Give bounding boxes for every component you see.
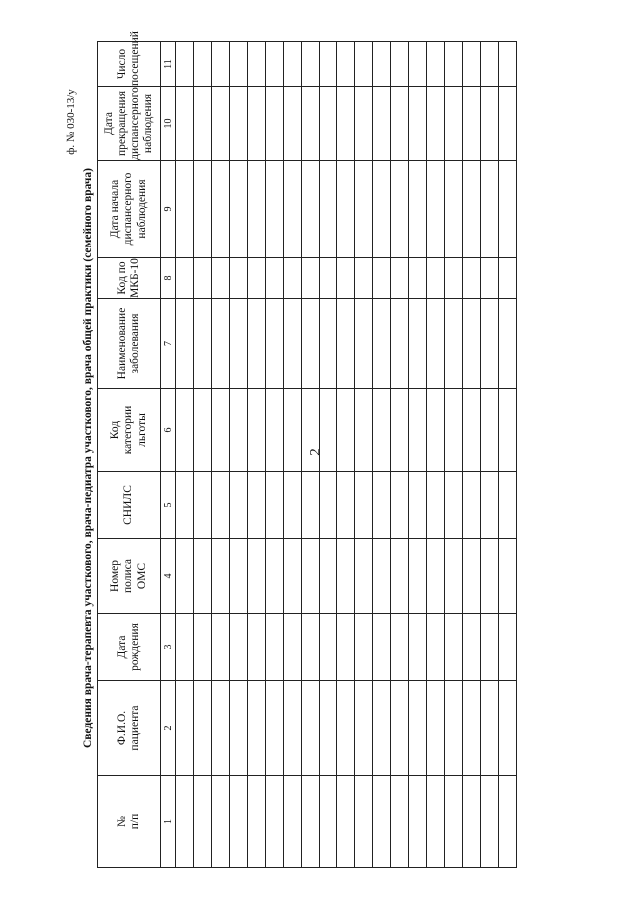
- table-row: [445, 42, 463, 868]
- table-cell[interactable]: [301, 776, 319, 868]
- table-cell[interactable]: [409, 258, 427, 299]
- table-row: [265, 42, 283, 868]
- table-row: [409, 42, 427, 868]
- table-cell[interactable]: [193, 258, 211, 299]
- table-cell[interactable]: [247, 614, 265, 681]
- table-cell[interactable]: [211, 539, 229, 614]
- table-cell[interactable]: [373, 258, 391, 299]
- table-cell[interactable]: [445, 681, 463, 776]
- column-number: 1: [161, 776, 176, 868]
- table-cell[interactable]: [427, 614, 445, 681]
- table-cell[interactable]: [463, 614, 481, 681]
- column-number: 8: [161, 258, 176, 299]
- table-cell[interactable]: [193, 472, 211, 539]
- header-cell-start-date: Дата начала диспансерного наблюдения: [98, 161, 161, 258]
- table-cell[interactable]: [498, 299, 516, 389]
- table-cell[interactable]: [265, 258, 283, 299]
- table-cell[interactable]: [498, 258, 516, 299]
- table-cell[interactable]: [193, 42, 211, 87]
- form-reference: ф. № 030-13/у: [65, 89, 77, 155]
- table-cell[interactable]: [445, 87, 463, 161]
- table-cell[interactable]: [463, 472, 481, 539]
- table-cell[interactable]: [337, 161, 355, 258]
- table-cell[interactable]: [301, 472, 319, 539]
- table-cell[interactable]: [498, 472, 516, 539]
- table-cell[interactable]: [373, 299, 391, 389]
- table-cell[interactable]: [283, 776, 301, 868]
- table-cell[interactable]: [409, 161, 427, 258]
- table-cell[interactable]: [445, 42, 463, 87]
- table-cell[interactable]: [319, 472, 337, 539]
- table-cell[interactable]: [319, 87, 337, 161]
- table-cell[interactable]: [265, 539, 283, 614]
- table-cell[interactable]: [480, 299, 498, 389]
- table-cell[interactable]: [445, 614, 463, 681]
- header-cell-birthdate: Дата рождения: [98, 614, 161, 681]
- table-cell[interactable]: [463, 258, 481, 299]
- table-cell[interactable]: [463, 161, 481, 258]
- header-row: [98, 42, 161, 868]
- table-cell[interactable]: [409, 681, 427, 776]
- table-cell[interactable]: [355, 389, 373, 472]
- table-cell[interactable]: [176, 389, 194, 472]
- table-cell[interactable]: [301, 258, 319, 299]
- table-cell[interactable]: [391, 258, 409, 299]
- table-cell[interactable]: [229, 614, 247, 681]
- table-cell[interactable]: [301, 42, 319, 87]
- table-cell[interactable]: [409, 299, 427, 389]
- table-cell[interactable]: [463, 681, 481, 776]
- table-cell[interactable]: [355, 539, 373, 614]
- table-cell[interactable]: [229, 389, 247, 472]
- table-cell[interactable]: [247, 776, 265, 868]
- table-cell[interactable]: [427, 539, 445, 614]
- table-cell[interactable]: [176, 776, 194, 868]
- table-cell[interactable]: [445, 161, 463, 258]
- table-cell[interactable]: [498, 389, 516, 472]
- header-cell-icd10: Код по МКБ-10: [98, 258, 161, 299]
- table-cell[interactable]: [247, 389, 265, 472]
- table-cell[interactable]: [480, 614, 498, 681]
- table-row: [498, 42, 516, 868]
- column-number: 5: [161, 472, 176, 539]
- table-cell[interactable]: [373, 87, 391, 161]
- table-cell[interactable]: [498, 161, 516, 258]
- table-cell[interactable]: [229, 258, 247, 299]
- column-number: 9: [161, 161, 176, 258]
- table-cell[interactable]: [337, 539, 355, 614]
- table-cell[interactable]: [409, 776, 427, 868]
- table-cell[interactable]: [319, 539, 337, 614]
- column-number: 7: [161, 299, 176, 389]
- column-number: 4: [161, 539, 176, 614]
- table-cell[interactable]: [391, 614, 409, 681]
- table-cell[interactable]: [480, 42, 498, 87]
- table-cell[interactable]: [283, 161, 301, 258]
- table-cell[interactable]: [319, 42, 337, 87]
- table-cell[interactable]: [355, 161, 373, 258]
- table-row: [301, 42, 319, 868]
- table-cell[interactable]: [319, 299, 337, 389]
- table-cell[interactable]: [247, 299, 265, 389]
- table-row: [229, 42, 247, 868]
- table-cell[interactable]: [463, 87, 481, 161]
- table-cell[interactable]: [480, 472, 498, 539]
- table-cell[interactable]: [193, 161, 211, 258]
- table-cell[interactable]: [445, 472, 463, 539]
- table-cell[interactable]: [427, 776, 445, 868]
- table-cell[interactable]: [247, 161, 265, 258]
- page-number: 2: [307, 448, 324, 456]
- table-cell[interactable]: [391, 161, 409, 258]
- table-row: [193, 42, 211, 868]
- table-rotated: [97, 31, 517, 868]
- table-cell[interactable]: [176, 539, 194, 614]
- table-cell[interactable]: [391, 539, 409, 614]
- column-number: 10: [161, 87, 176, 161]
- table-cell[interactable]: [211, 614, 229, 681]
- table-cell[interactable]: [176, 161, 194, 258]
- table-cell[interactable]: [176, 472, 194, 539]
- table-row: [427, 42, 445, 868]
- table-cell[interactable]: [373, 161, 391, 258]
- table-cell[interactable]: [373, 776, 391, 868]
- header-cell-n: № п/п: [98, 776, 161, 868]
- table-cell[interactable]: [391, 42, 409, 87]
- table-row: [283, 42, 301, 868]
- table-cell[interactable]: [337, 299, 355, 389]
- table-cell[interactable]: [301, 681, 319, 776]
- table-cell[interactable]: [229, 87, 247, 161]
- table-cell[interactable]: [229, 42, 247, 87]
- table-cell[interactable]: [229, 539, 247, 614]
- table-cell[interactable]: [319, 776, 337, 868]
- table-cell[interactable]: [301, 539, 319, 614]
- table-cell[interactable]: [337, 42, 355, 87]
- table-cell[interactable]: [301, 389, 319, 472]
- table-cell[interactable]: [211, 161, 229, 258]
- table-cell[interactable]: [247, 539, 265, 614]
- table-cell[interactable]: [427, 42, 445, 87]
- header-cell-visits: Число посещений: [98, 42, 161, 87]
- table-cell[interactable]: [283, 299, 301, 389]
- table-cell[interactable]: [373, 42, 391, 87]
- table-cell[interactable]: [427, 681, 445, 776]
- table-cell[interactable]: [337, 614, 355, 681]
- table-cell[interactable]: [337, 389, 355, 472]
- column-number-row: [161, 42, 176, 868]
- table-cell[interactable]: [265, 87, 283, 161]
- table-cell[interactable]: [427, 87, 445, 161]
- table-cell[interactable]: [265, 42, 283, 87]
- table-cell[interactable]: [211, 389, 229, 472]
- table-row: [176, 42, 194, 868]
- table-cell[interactable]: [498, 42, 516, 87]
- table-body: [176, 42, 517, 868]
- table-cell[interactable]: [409, 614, 427, 681]
- table-cell[interactable]: [409, 389, 427, 472]
- table-cell[interactable]: [229, 681, 247, 776]
- table-cell[interactable]: [427, 299, 445, 389]
- table-cell[interactable]: [480, 389, 498, 472]
- table-cell[interactable]: [247, 87, 265, 161]
- table-cell[interactable]: [391, 681, 409, 776]
- table-cell[interactable]: [445, 776, 463, 868]
- column-number: 11: [161, 42, 176, 87]
- header-cell-end-date: Дата прекращения диспансерного наблюдения: [98, 87, 161, 161]
- table-cell[interactable]: [391, 472, 409, 539]
- header-cell-benefit-code: Код категории льготы: [98, 389, 161, 472]
- table-cell[interactable]: [337, 681, 355, 776]
- table-cell[interactable]: [445, 299, 463, 389]
- table-cell[interactable]: [301, 299, 319, 389]
- table-cell[interactable]: [247, 681, 265, 776]
- table-cell[interactable]: [355, 614, 373, 681]
- header-cell-fio: Ф.И.О. пациента: [98, 681, 161, 776]
- table-cell[interactable]: [229, 472, 247, 539]
- table-cell[interactable]: [176, 87, 194, 161]
- table-cell[interactable]: [427, 389, 445, 472]
- table-cell[interactable]: [445, 389, 463, 472]
- table-cell[interactable]: [193, 681, 211, 776]
- table-cell[interactable]: [391, 776, 409, 868]
- table-cell[interactable]: [176, 258, 194, 299]
- table-cell[interactable]: [409, 539, 427, 614]
- table-cell[interactable]: [391, 87, 409, 161]
- table-cell[interactable]: [480, 87, 498, 161]
- table-cell[interactable]: [355, 42, 373, 87]
- table-cell[interactable]: [480, 539, 498, 614]
- table-cell[interactable]: [409, 42, 427, 87]
- table-cell[interactable]: [373, 681, 391, 776]
- table-cell[interactable]: [373, 614, 391, 681]
- table-cell[interactable]: [319, 681, 337, 776]
- table-cell[interactable]: [498, 681, 516, 776]
- table-cell[interactable]: [301, 161, 319, 258]
- table-cell[interactable]: [229, 776, 247, 868]
- table-cell[interactable]: [373, 539, 391, 614]
- table-cell[interactable]: [373, 389, 391, 472]
- table-cell[interactable]: [337, 776, 355, 868]
- table-cell[interactable]: [211, 472, 229, 539]
- table-row: [337, 42, 355, 868]
- table-cell[interactable]: [409, 472, 427, 539]
- table-cell[interactable]: [480, 776, 498, 868]
- header-cell-snils: СНИЛС: [98, 472, 161, 539]
- table-cell[interactable]: [265, 299, 283, 389]
- table-row: [391, 42, 409, 868]
- table-cell[interactable]: [463, 299, 481, 389]
- table-cell[interactable]: [498, 87, 516, 161]
- table-cell[interactable]: [283, 472, 301, 539]
- table-cell[interactable]: [337, 258, 355, 299]
- table-row: [211, 42, 229, 868]
- table-cell[interactable]: [355, 87, 373, 161]
- table-cell[interactable]: [247, 258, 265, 299]
- table-cell[interactable]: [176, 42, 194, 87]
- table-cell[interactable]: [445, 258, 463, 299]
- table-cell[interactable]: [229, 299, 247, 389]
- table-cell[interactable]: [283, 389, 301, 472]
- table-cell[interactable]: [463, 42, 481, 87]
- table-cell[interactable]: [265, 681, 283, 776]
- table-row: [480, 42, 498, 868]
- table-cell[interactable]: [337, 472, 355, 539]
- table-cell[interactable]: [193, 539, 211, 614]
- table-cell[interactable]: [283, 258, 301, 299]
- table-cell[interactable]: [211, 87, 229, 161]
- table-cell[interactable]: [283, 681, 301, 776]
- dispensary-table: [97, 31, 517, 868]
- table-cell[interactable]: [319, 389, 337, 472]
- table-cell[interactable]: [498, 776, 516, 868]
- table-cell[interactable]: [445, 539, 463, 614]
- table-row: [247, 42, 265, 868]
- table-cell[interactable]: [211, 299, 229, 389]
- table-cell[interactable]: [211, 776, 229, 868]
- table-cell[interactable]: [211, 42, 229, 87]
- table-cell[interactable]: [391, 389, 409, 472]
- column-number: 3: [161, 614, 176, 681]
- table-cell[interactable]: [301, 87, 319, 161]
- table-cell[interactable]: [229, 161, 247, 258]
- table-row: [319, 42, 337, 868]
- table-cell[interactable]: [283, 42, 301, 87]
- table-cell[interactable]: [427, 472, 445, 539]
- table-row: [463, 42, 481, 868]
- table-cell[interactable]: [283, 614, 301, 681]
- table-cell[interactable]: [427, 161, 445, 258]
- table-cell[interactable]: [211, 258, 229, 299]
- table-cell[interactable]: [427, 258, 445, 299]
- table-title: Сведения врача-терапевта участкового, врача-педиатра участкового, врача общей практики (семейного врача): [82, 167, 94, 749]
- table-row: [355, 42, 373, 868]
- column-number: 2: [161, 681, 176, 776]
- table-cell[interactable]: [193, 614, 211, 681]
- table-cell[interactable]: [355, 258, 373, 299]
- table-cell[interactable]: [463, 776, 481, 868]
- table-cell[interactable]: [247, 472, 265, 539]
- table-cell[interactable]: [480, 161, 498, 258]
- table-cell[interactable]: [265, 776, 283, 868]
- table-cell[interactable]: [283, 539, 301, 614]
- table-cell[interactable]: [409, 87, 427, 161]
- table-wrapper: [97, 31, 517, 868]
- table-cell[interactable]: [176, 299, 194, 389]
- table-cell[interactable]: [265, 472, 283, 539]
- table-cell[interactable]: [373, 472, 391, 539]
- table-cell[interactable]: [319, 258, 337, 299]
- table-cell[interactable]: [480, 258, 498, 299]
- table-cell[interactable]: [355, 776, 373, 868]
- table-cell[interactable]: [176, 681, 194, 776]
- header-cell-oms: Номер полиса ОМС: [98, 539, 161, 614]
- table-cell[interactable]: [319, 161, 337, 258]
- table-cell[interactable]: [463, 389, 481, 472]
- table-cell[interactable]: [193, 299, 211, 389]
- table-cell[interactable]: [498, 614, 516, 681]
- table-cell[interactable]: [463, 539, 481, 614]
- header-cell-disease: Наименование заболевания: [98, 299, 161, 389]
- table-cell[interactable]: [265, 389, 283, 472]
- table-row: [373, 42, 391, 868]
- table-cell[interactable]: [319, 614, 337, 681]
- table-cell[interactable]: [355, 299, 373, 389]
- table-cell[interactable]: [480, 681, 498, 776]
- table-cell[interactable]: [355, 681, 373, 776]
- table-cell[interactable]: [211, 681, 229, 776]
- table-cell[interactable]: [265, 614, 283, 681]
- table-cell[interactable]: [283, 87, 301, 161]
- table-cell[interactable]: [193, 87, 211, 161]
- table-cell[interactable]: [176, 614, 194, 681]
- table-cell[interactable]: [355, 472, 373, 539]
- table-cell[interactable]: [391, 299, 409, 389]
- table-cell[interactable]: [193, 776, 211, 868]
- table-cell[interactable]: [498, 539, 516, 614]
- table-cell[interactable]: [193, 389, 211, 472]
- table-cell[interactable]: [265, 161, 283, 258]
- table-cell[interactable]: [337, 87, 355, 161]
- table-cell[interactable]: [301, 614, 319, 681]
- table-cell[interactable]: [247, 42, 265, 87]
- column-number: 6: [161, 389, 176, 472]
